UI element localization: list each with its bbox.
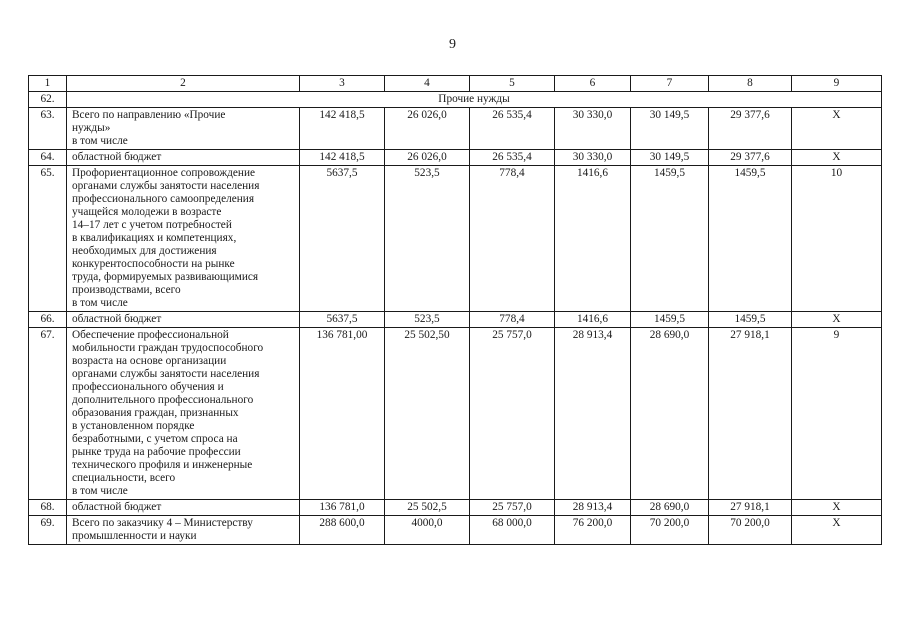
table-row: [29, 516, 882, 545]
description-line: технического профиля и инженерные: [72, 459, 253, 471]
value-cell: 27 918,1: [709, 500, 792, 516]
row-number: 66.: [29, 312, 67, 328]
description-line: учащейся молодежи в возрасте: [72, 206, 222, 218]
indicator-cell: 10: [792, 166, 882, 312]
value-cell: 142 418,5: [300, 108, 385, 150]
row-description: [67, 516, 300, 545]
value-cell: 30 149,5: [631, 108, 709, 150]
value-cell: 26 535,4: [470, 108, 555, 150]
description-line: производствами, всего: [72, 284, 181, 296]
description-line: конкурентоспособности на рынке: [72, 258, 235, 270]
value-cell: 523,5: [385, 312, 470, 328]
value-cell: 30 330,0: [555, 108, 631, 150]
value-cell: 142 418,5: [300, 150, 385, 166]
row-description: [67, 166, 300, 312]
value-cell: 70 200,0: [709, 516, 792, 545]
description-line: возраста на основе организации: [72, 355, 227, 367]
header-cell: 6: [555, 76, 631, 92]
value-cell: 28 690,0: [631, 500, 709, 516]
value-cell: 778,4: [470, 312, 555, 328]
value-cell: 523,5: [385, 166, 470, 312]
indicator-cell: Х: [792, 500, 882, 516]
value-cell: 30 330,0: [555, 150, 631, 166]
description-line: образования граждан, признанных: [72, 407, 239, 419]
description-line: рынке труда на рабочие профессии: [72, 446, 241, 458]
description-line: 14–17 лет с учетом потребностей: [72, 219, 232, 231]
value-cell: 26 026,0: [385, 150, 470, 166]
row-number: 65.: [29, 166, 67, 312]
description-line: нужды»: [72, 122, 111, 134]
table-row: [29, 108, 882, 150]
header-cell: 1: [29, 76, 67, 92]
row-number: 63.: [29, 108, 67, 150]
header-cell: 9: [792, 76, 882, 92]
value-cell: 136 781,00: [300, 328, 385, 500]
value-cell: 1416,6: [555, 166, 631, 312]
description-line: Всего по заказчику 4 – Министерству: [72, 517, 253, 529]
section-row: [29, 92, 882, 108]
page-number: 9: [449, 37, 456, 52]
indicator-cell: 9: [792, 328, 882, 500]
description-line: областной бюджет: [72, 313, 162, 325]
header-cell: 7: [631, 76, 709, 92]
value-cell: 30 149,5: [631, 150, 709, 166]
value-cell: 26 535,4: [470, 150, 555, 166]
header-cell: 5: [470, 76, 555, 92]
table-header-row: [29, 76, 882, 92]
table-row: [29, 328, 882, 500]
value-cell: 25 757,0: [470, 500, 555, 516]
row-number: 69.: [29, 516, 67, 545]
description-line: необходимых для достижения: [72, 245, 217, 257]
indicator-cell: Х: [792, 516, 882, 545]
table-row: [29, 150, 882, 166]
budget-table: [28, 75, 882, 545]
value-cell: 1459,5: [631, 312, 709, 328]
value-cell: 5637,5: [300, 166, 385, 312]
row-number: 68.: [29, 500, 67, 516]
row-number: 64.: [29, 150, 67, 166]
value-cell: 26 026,0: [385, 108, 470, 150]
row-description: [67, 500, 300, 516]
value-cell: 1459,5: [709, 166, 792, 312]
value-cell: 1416,6: [555, 312, 631, 328]
value-cell: 29 377,6: [709, 108, 792, 150]
description-line: в установленном порядке: [72, 420, 195, 432]
value-cell: 778,4: [470, 166, 555, 312]
description-line: в том числе: [72, 135, 128, 147]
description-line: труда, формируемых развивающимися: [72, 271, 259, 283]
value-cell: 1459,5: [631, 166, 709, 312]
description-line: органами службы занятости населения: [72, 180, 260, 192]
header-cell: 4: [385, 76, 470, 92]
description-line: профессионального обучения и: [72, 381, 224, 393]
value-cell: 25 502,50: [385, 328, 470, 500]
description-line: областной бюджет: [72, 151, 162, 163]
header-cell: 2: [67, 76, 300, 92]
row-number: 67.: [29, 328, 67, 500]
row-number: 62.: [29, 92, 67, 108]
value-cell: 29 377,6: [709, 150, 792, 166]
row-description: [67, 150, 300, 166]
value-cell: 27 918,1: [709, 328, 792, 500]
description-line: Профориентационное сопровождение: [72, 167, 256, 179]
description-line: безработными, с учетом спроса на: [72, 433, 238, 445]
description-line: Всего по направлению «Прочие: [72, 109, 226, 121]
value-cell: 25 502,5: [385, 500, 470, 516]
section-title: Прочие нужды: [67, 92, 882, 108]
value-cell: 70 200,0: [631, 516, 709, 545]
value-cell: 136 781,0: [300, 500, 385, 516]
row-description: [67, 312, 300, 328]
indicator-cell: Х: [792, 150, 882, 166]
description-line: органами службы занятости населения: [72, 368, 260, 380]
value-cell: 4000,0: [385, 516, 470, 545]
value-cell: 68 000,0: [470, 516, 555, 545]
row-description: [67, 108, 300, 150]
value-cell: 5637,5: [300, 312, 385, 328]
table-row: [29, 500, 882, 516]
description-line: областной бюджет: [72, 501, 162, 513]
description-line: специальности, всего: [72, 472, 176, 484]
header-cell: 8: [709, 76, 792, 92]
description-line: дополнительного профессионального: [72, 394, 254, 406]
indicator-cell: Х: [792, 108, 882, 150]
value-cell: 1459,5: [709, 312, 792, 328]
description-line: в том числе: [72, 485, 128, 497]
table-row: [29, 312, 882, 328]
table-body: [29, 76, 882, 545]
value-cell: 288 600,0: [300, 516, 385, 545]
description-line: в квалификациях и компетенциях,: [72, 232, 237, 244]
description-line: промышленности и науки: [72, 530, 197, 542]
row-description: [67, 328, 300, 500]
description-line: профессионального самоопределения: [72, 193, 255, 205]
description-line: в том числе: [72, 297, 128, 309]
header-cell: 3: [300, 76, 385, 92]
value-cell: 28 690,0: [631, 328, 709, 500]
description-line: Обеспечение профессиональной: [72, 329, 229, 341]
table-row: [29, 166, 882, 312]
value-cell: 28 913,4: [555, 328, 631, 500]
value-cell: 76 200,0: [555, 516, 631, 545]
description-line: мобильности граждан трудоспособного: [72, 342, 264, 354]
indicator-cell: Х: [792, 312, 882, 328]
value-cell: 25 757,0: [470, 328, 555, 500]
value-cell: 28 913,4: [555, 500, 631, 516]
